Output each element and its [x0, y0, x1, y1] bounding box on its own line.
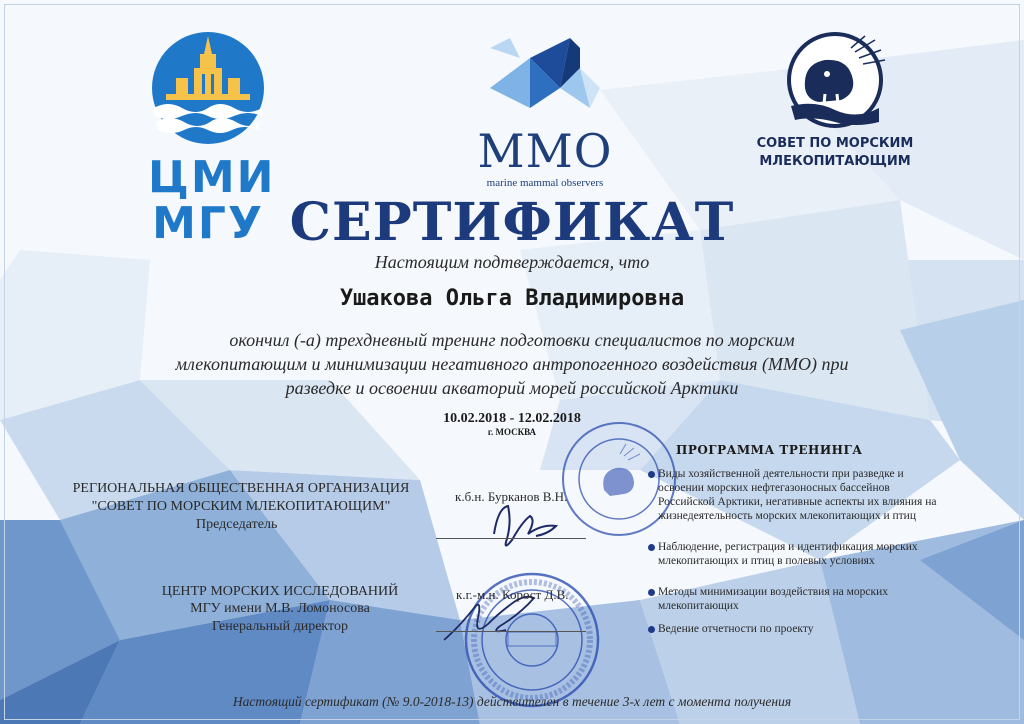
bullet-icon — [648, 471, 655, 478]
council-signature-line — [436, 538, 586, 539]
recipient-name: Ушакова Ольга Владимировна — [339, 286, 685, 311]
certificate-title: СЕРТИФИКАТ — [289, 192, 735, 253]
msu-logo-text: МГУ — [152, 198, 264, 249]
council-org-line2: "СОВЕТ ПО МОРСКИМ МЛЕКОПИТАЮЩИМ" — [91, 499, 391, 514]
program-item — [648, 540, 948, 568]
certificate-body-line: млекопитающим и минимизации негативного антропогенного воздействия (ММО) при — [175, 354, 849, 374]
cmi-msu-logo — [148, 30, 276, 249]
council-signatory-name: к.б.н. Бурканов В.Н. — [455, 489, 568, 504]
council-signatory-role: Председатель — [196, 517, 278, 532]
program-title: ПРОГРАММА ТРЕНИНГА — [676, 443, 863, 457]
certificate-body-line: разведке и освоении акваторий морей российской Арктики — [285, 378, 739, 398]
program-item-text: Виды хозяйственной деятельности при разведке и освоении морских нефтегазоносных бассейнов Российской Арктики, негативные аспекты их влияния на жизнедеятельность морских млекопитающих и птиц — [658, 468, 937, 522]
program-item-text: Методы минимизации воздействия на морских млекопитающих — [658, 586, 889, 612]
training-dates: 10.02.2018 - 12.02.2018 — [443, 411, 581, 426]
mmo-logo — [470, 28, 620, 198]
marine-mammal-council-logo — [745, 30, 925, 180]
origami-whale-icon — [470, 28, 620, 128]
program-item-text: Наблюдение, регистрация и идентификация морских млекопитающих и птиц в полевых условиях — [658, 541, 918, 567]
cmi-signatory-name: к.г.-м.н. Корост Д.В. — [456, 587, 569, 602]
program-item — [648, 585, 948, 613]
certificate-body-line: окончил (-а) трехдневный тренинг подготовки специалистов по морским — [229, 330, 795, 350]
university-tower-icon — [148, 30, 268, 150]
council-logo-text-line1: СОВЕТ ПО МОРСКИМ — [756, 136, 914, 151]
bullet-icon — [648, 626, 655, 633]
program-item — [648, 467, 948, 523]
cmi-signature-line — [436, 631, 586, 632]
training-city: г. МОСКВА — [487, 427, 537, 437]
cmi-org-line1: ЦЕНТР МОРСКИХ ИССЛЕДОВАНИЙ — [161, 584, 399, 599]
certificate-intro: Настоящим подтверждается, что — [374, 252, 650, 272]
certificate-body — [132, 328, 892, 400]
bullet-icon — [648, 544, 655, 551]
program-item — [648, 622, 948, 636]
cmi-org-line2: МГУ имени М.В. Ломоносова — [190, 601, 370, 616]
bullet-icon — [648, 589, 655, 596]
cmi-signatory-role: Генеральный директор — [212, 619, 348, 634]
council-org-line1: РЕГИОНАЛЬНАЯ ОБЩЕСТВЕННАЯ ОРГАНИЗАЦИЯ — [72, 481, 410, 496]
walrus-icon — [745, 30, 925, 130]
program-item-text: Ведение отчетности по проекту — [658, 623, 814, 635]
mmo-logo-title: ММО — [477, 124, 613, 178]
cmi-logo-text: ЦМИ — [148, 152, 276, 203]
mmo-logo-subtitle: marine mammal observers — [486, 177, 604, 189]
certificate-validity-note: Настоящий сертификат (№ 9.0-2018-13) действителен в течение 3-х лет с момента получения — [232, 694, 792, 709]
council-logo-text-line2: МЛЕКОПИТАЮЩИМ — [759, 154, 911, 169]
